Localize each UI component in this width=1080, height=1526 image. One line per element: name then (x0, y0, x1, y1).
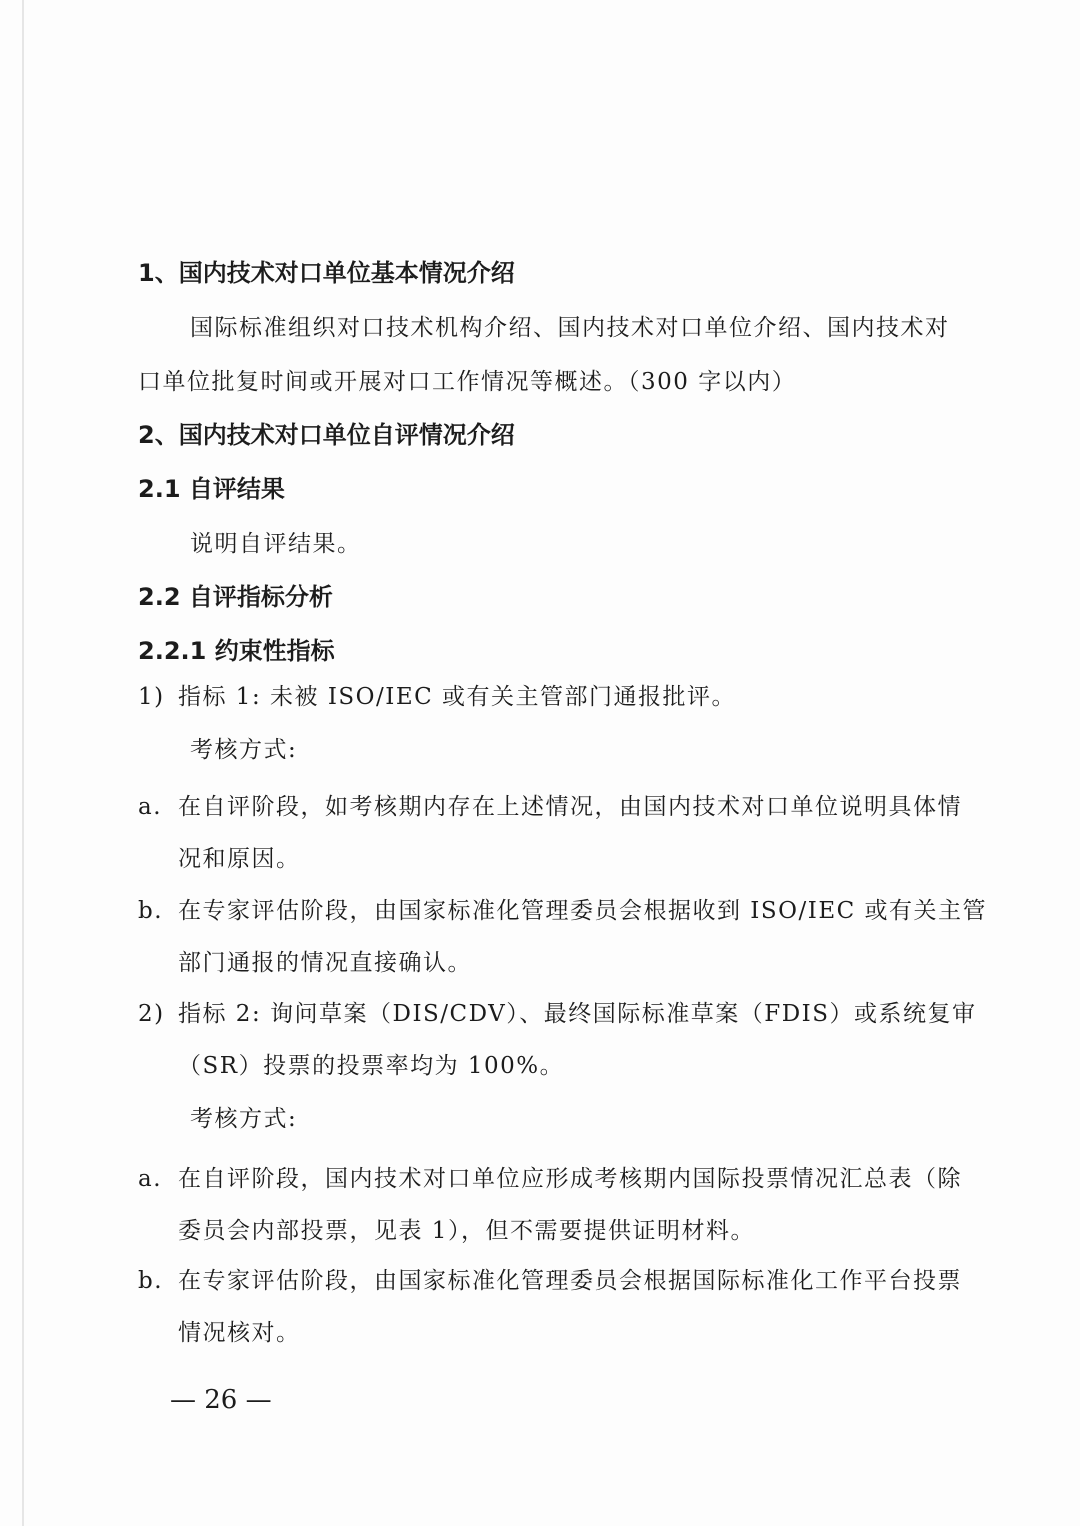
indicator2-line1 (138, 988, 977, 1040)
indicator1-a-marker: a. (138, 794, 163, 820)
indicator1-b-text1: 在专家评估阶段，由国家标准化管理委员会根据收到 ISO/IEC 或有关主管 (178, 898, 988, 924)
indicator2-marker: 2) (138, 1001, 165, 1027)
indicator1-a-line1 (138, 781, 962, 833)
indicator2-a-marker: a. (138, 1166, 163, 1192)
section21-heading: 2.1 自评结果 (138, 475, 285, 503)
indicator2-b-line1 (138, 1255, 962, 1307)
section2-heading: 2、国内技术对口单位自评情况介绍 (138, 421, 515, 449)
section1-heading: 1、国内技术对口单位基本情况介绍 (138, 259, 515, 287)
indicator1-b-line1 (138, 885, 987, 937)
section1-paragraph-line1: 国际标准组织对口技术机构介绍、国内技术对口单位介绍、国内技术对 (190, 315, 950, 341)
indicator2-text1: 指标 2: 询问草案（DIS/CDV）、最终国际标准草案（FDIS）或系统复审 (178, 1001, 977, 1027)
indicator2-b-line2: 情况核对。 (178, 1320, 301, 1346)
indicator1-marker: 1) (138, 684, 165, 710)
indicator2-a-line2: 委员会内部投票，见表 1），但不需要提供证明材料。 (178, 1218, 755, 1244)
indicator1-method-label: 考核方式: (190, 737, 298, 763)
indicator1-b-line2: 部门通报的情况直接确认。 (178, 950, 472, 976)
indicator1-a-line2: 况和原因。 (178, 846, 301, 872)
indicator1-a-text1: 在自评阶段，如考核期内存在上述情况，由国内技术对口单位说明具体情 (178, 794, 962, 820)
page-number: — 26 — (170, 1385, 272, 1415)
indicator2-a-line1 (138, 1153, 962, 1205)
page-edge-shadow (22, 0, 24, 1526)
section21-text: 说明自评结果。 (190, 531, 362, 557)
indicator2-a-text1: 在自评阶段，国内技术对口单位应形成考核期内国际投票情况汇总表（除 (178, 1166, 962, 1192)
section22-heading: 2.2 自评指标分析 (138, 583, 333, 611)
indicator1-b-marker: b. (138, 898, 164, 924)
section221-heading: 2.2.1 约束性指标 (138, 637, 335, 665)
indicator1-line (138, 671, 736, 723)
indicator2-b-text1: 在专家评估阶段，由国家标准化管理委员会根据国际标准化工作平台投票 (178, 1268, 962, 1294)
indicator2-method-label: 考核方式: (190, 1106, 298, 1132)
indicator1-text: 指标 1: 未被 ISO/IEC 或有关主管部门通报批评。 (178, 684, 737, 710)
indicator2-line2: （SR）投票的投票率均为 100%。 (178, 1053, 565, 1079)
section1-paragraph-line2: 口单位批复时间或开展对口工作情况等概述。（300 字以内） (138, 369, 797, 395)
indicator2-b-marker: b. (138, 1268, 164, 1294)
